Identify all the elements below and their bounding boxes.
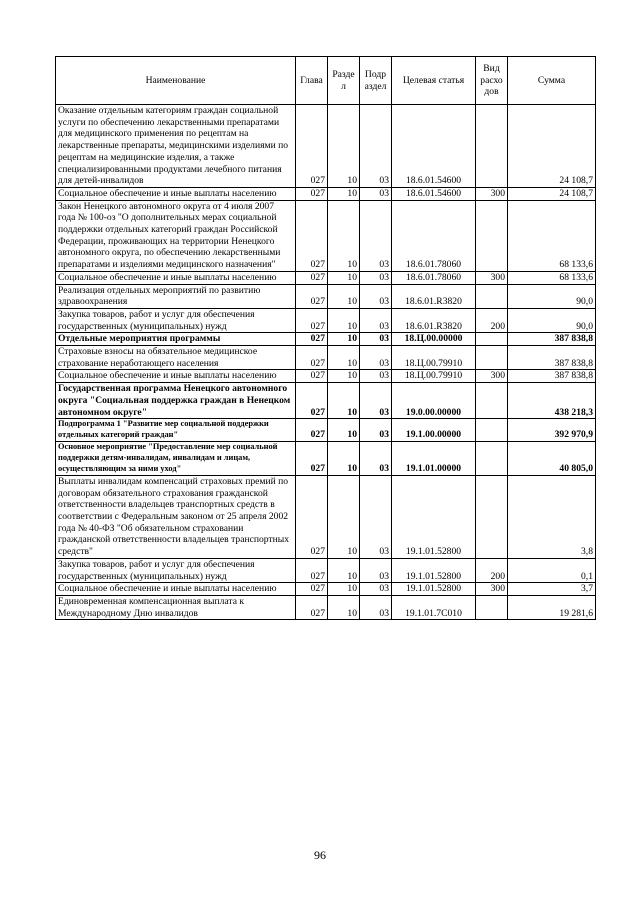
row-name: Социальное обеспечение и иные выплаты населению bbox=[56, 370, 296, 383]
table-row bbox=[56, 583, 596, 596]
row-chapter: 027 bbox=[296, 442, 328, 476]
table-row bbox=[56, 475, 596, 558]
header-target: Целевая статья bbox=[392, 57, 476, 105]
row-sum: 24 108,7 bbox=[508, 105, 596, 188]
row-target: 18.Ц.00.79910 bbox=[392, 370, 476, 383]
row-sum: 68 133,6 bbox=[508, 271, 596, 284]
row-name: Оказание отдельным категориям граждан социальной услуги по обеспечению лекарственными препаратами для медицинского применения по рецептам на лекарственные препараты, медицинскими изделиями по рецептам на медицинские изделия, а также специализированными продуктами лечебного питания для детей-инвалидов bbox=[56, 105, 296, 188]
row-chapter: 027 bbox=[296, 383, 328, 419]
row-chapter: 027 bbox=[296, 475, 328, 558]
row-target: 19.0.00.00000 bbox=[392, 383, 476, 419]
row-chapter: 027 bbox=[296, 271, 328, 284]
row-sum: 387 838,8 bbox=[508, 346, 596, 370]
row-target: 18.6.01.78060 bbox=[392, 271, 476, 284]
row-name: Единовременная компенсационная выплата к Международному Дню инвалидов bbox=[56, 595, 296, 619]
row-name: Страховые взносы на обязательное медицинское страхование неработающего населения bbox=[56, 346, 296, 370]
row-name: Социальное обеспечение и иные выплаты населению bbox=[56, 271, 296, 284]
row-name: Закупка товаров, работ и услуг для обеспечения государственных (муниципальных) нужд bbox=[56, 308, 296, 332]
row-name: Социальное обеспечение и иные выплаты населению bbox=[56, 583, 296, 596]
row-target: 19.1.00.00000 bbox=[392, 419, 476, 442]
row-sum: 0,1 bbox=[508, 558, 596, 582]
header-chapter: Глава bbox=[296, 57, 328, 105]
row-expense-type bbox=[476, 105, 508, 188]
row-subsection: 03 bbox=[360, 442, 392, 476]
row-target: 18.Ц.00.79910 bbox=[392, 346, 476, 370]
header-subsection: Подр аздел bbox=[360, 57, 392, 105]
row-target: 19.1.01.52800 bbox=[392, 475, 476, 558]
page-number: 96 bbox=[314, 848, 326, 862]
row-sum: 3,7 bbox=[508, 583, 596, 596]
row-expense-type bbox=[476, 475, 508, 558]
row-chapter: 027 bbox=[296, 200, 328, 271]
row-name: Подпрограмма 1 "Развитие мер социальной поддержки отдельных категорий граждан" bbox=[56, 419, 296, 442]
row-chapter: 027 bbox=[296, 419, 328, 442]
row-section: 10 bbox=[328, 370, 360, 383]
row-target: 18.Ц.00.00000 bbox=[392, 333, 476, 346]
row-name: Реализация отдельных мероприятий по развитию здравоохранения bbox=[56, 284, 296, 308]
row-name: Закон Ненецкого автономного округа от 4 июля 2007 года № 100-оз "О дополнительных мерах социальной поддержки отдельных категорий граждан Российской Федерации, проживающих на территории Ненецкого автономного округа, по обеспечению лекарственными препаратами и изделиями медицинского назначения" bbox=[56, 200, 296, 271]
row-subsection: 03 bbox=[360, 475, 392, 558]
row-expense-type: 300 bbox=[476, 187, 508, 200]
row-target: 18.6.01.54600 bbox=[392, 187, 476, 200]
row-chapter: 027 bbox=[296, 333, 328, 346]
row-subsection: 03 bbox=[360, 271, 392, 284]
row-expense-type: 300 bbox=[476, 370, 508, 383]
row-subsection: 03 bbox=[360, 187, 392, 200]
row-expense-type: 300 bbox=[476, 271, 508, 284]
row-subsection: 03 bbox=[360, 595, 392, 619]
row-expense-type: 200 bbox=[476, 308, 508, 332]
row-sum: 3,8 bbox=[508, 475, 596, 558]
header-name: Наименование bbox=[56, 57, 296, 105]
row-section: 10 bbox=[328, 383, 360, 419]
row-section: 10 bbox=[328, 187, 360, 200]
row-sum: 438 218,3 bbox=[508, 383, 596, 419]
row-target: 19.1.01.00000 bbox=[392, 442, 476, 476]
row-target: 19.1.01.7С010 bbox=[392, 595, 476, 619]
row-name: Основное мероприятие "Предоставление мер социальной поддержки детям-инвалидам, инвалидам и лицам, осуществляющим за ними уход" bbox=[56, 442, 296, 476]
row-sum: 387 838,8 bbox=[508, 333, 596, 346]
row-section: 10 bbox=[328, 595, 360, 619]
row-expense-type: 300 bbox=[476, 583, 508, 596]
row-section: 10 bbox=[328, 475, 360, 558]
budget-table bbox=[55, 56, 596, 620]
header-section: Разде л bbox=[328, 57, 360, 105]
row-chapter: 027 bbox=[296, 558, 328, 582]
row-chapter: 027 bbox=[296, 105, 328, 188]
row-expense-type bbox=[476, 333, 508, 346]
row-subsection: 03 bbox=[360, 583, 392, 596]
table-row bbox=[56, 105, 596, 188]
row-sum: 387 838,8 bbox=[508, 370, 596, 383]
row-subsection: 03 bbox=[360, 308, 392, 332]
row-expense-type bbox=[476, 595, 508, 619]
row-section: 10 bbox=[328, 284, 360, 308]
row-name: Закупка товаров, работ и услуг для обеспечения государственных (муниципальных) нужд bbox=[56, 558, 296, 582]
row-section: 10 bbox=[328, 308, 360, 332]
row-expense-type: 200 bbox=[476, 558, 508, 582]
row-section: 10 bbox=[328, 333, 360, 346]
table-row bbox=[56, 419, 596, 442]
row-section: 10 bbox=[328, 442, 360, 476]
row-target: 18.6.01.R3820 bbox=[392, 308, 476, 332]
table-row bbox=[56, 333, 596, 346]
row-expense-type bbox=[476, 200, 508, 271]
row-sum: 24 108,7 bbox=[508, 187, 596, 200]
row-chapter: 027 bbox=[296, 346, 328, 370]
table-row bbox=[56, 284, 596, 308]
row-expense-type bbox=[476, 284, 508, 308]
header-expense-type: Вид расхо дов bbox=[476, 57, 508, 105]
row-section: 10 bbox=[328, 105, 360, 188]
row-subsection: 03 bbox=[360, 370, 392, 383]
row-expense-type bbox=[476, 419, 508, 442]
table-row bbox=[56, 558, 596, 582]
row-section: 10 bbox=[328, 558, 360, 582]
table-header-row bbox=[56, 57, 596, 105]
row-chapter: 027 bbox=[296, 583, 328, 596]
row-chapter: 027 bbox=[296, 308, 328, 332]
row-target: 19.1.01.52800 bbox=[392, 583, 476, 596]
row-target: 18.6.01.78060 bbox=[392, 200, 476, 271]
row-section: 10 bbox=[328, 583, 360, 596]
row-name: Государственная программа Ненецкого автономного округа "Социальная поддержка граждан в Ненецком автономном округе" bbox=[56, 383, 296, 419]
row-subsection: 03 bbox=[360, 105, 392, 188]
table-row bbox=[56, 383, 596, 419]
row-name: Выплаты инвалидам компенсаций страховых премий по договорам обязательного страхования гражданской ответственности владельцев транспортных средств в соответствии с Федеральным законом от 25 апреля 2002 года № 40-ФЗ "Об обязательном страховании гражданской ответственности владельцев транспортных средств" bbox=[56, 475, 296, 558]
header-sum: Сумма bbox=[508, 57, 596, 105]
table-row bbox=[56, 200, 596, 271]
row-subsection: 03 bbox=[360, 383, 392, 419]
row-expense-type bbox=[476, 442, 508, 476]
row-chapter: 027 bbox=[296, 595, 328, 619]
row-subsection: 03 bbox=[360, 284, 392, 308]
row-sum: 19 281,6 bbox=[508, 595, 596, 619]
row-chapter: 027 bbox=[296, 187, 328, 200]
row-section: 10 bbox=[328, 346, 360, 370]
row-chapter: 027 bbox=[296, 284, 328, 308]
table-row bbox=[56, 308, 596, 332]
row-expense-type bbox=[476, 346, 508, 370]
table-row bbox=[56, 187, 596, 200]
row-sum: 40 805,0 bbox=[508, 442, 596, 476]
row-subsection: 03 bbox=[360, 200, 392, 271]
table-body bbox=[56, 105, 596, 620]
row-sum: 68 133,6 bbox=[508, 200, 596, 271]
row-section: 10 bbox=[328, 271, 360, 284]
row-subsection: 03 bbox=[360, 419, 392, 442]
row-subsection: 03 bbox=[360, 558, 392, 582]
row-expense-type bbox=[476, 383, 508, 419]
row-sum: 90,0 bbox=[508, 308, 596, 332]
table-row bbox=[56, 370, 596, 383]
table-row bbox=[56, 442, 596, 476]
row-subsection: 03 bbox=[360, 333, 392, 346]
table-row bbox=[56, 271, 596, 284]
row-chapter: 027 bbox=[296, 370, 328, 383]
row-subsection: 03 bbox=[360, 346, 392, 370]
row-target: 18.6.01.R3820 bbox=[392, 284, 476, 308]
row-sum: 392 970,9 bbox=[508, 419, 596, 442]
row-target: 19.1.01.52800 bbox=[392, 558, 476, 582]
row-section: 10 bbox=[328, 200, 360, 271]
row-target: 18.6.01.54600 bbox=[392, 105, 476, 188]
table-row bbox=[56, 346, 596, 370]
row-sum: 90,0 bbox=[508, 284, 596, 308]
table-row bbox=[56, 595, 596, 619]
row-name: Социальное обеспечение и иные выплаты населению bbox=[56, 187, 296, 200]
row-name: Отдельные мероприятия программы bbox=[56, 333, 296, 346]
row-section: 10 bbox=[328, 419, 360, 442]
